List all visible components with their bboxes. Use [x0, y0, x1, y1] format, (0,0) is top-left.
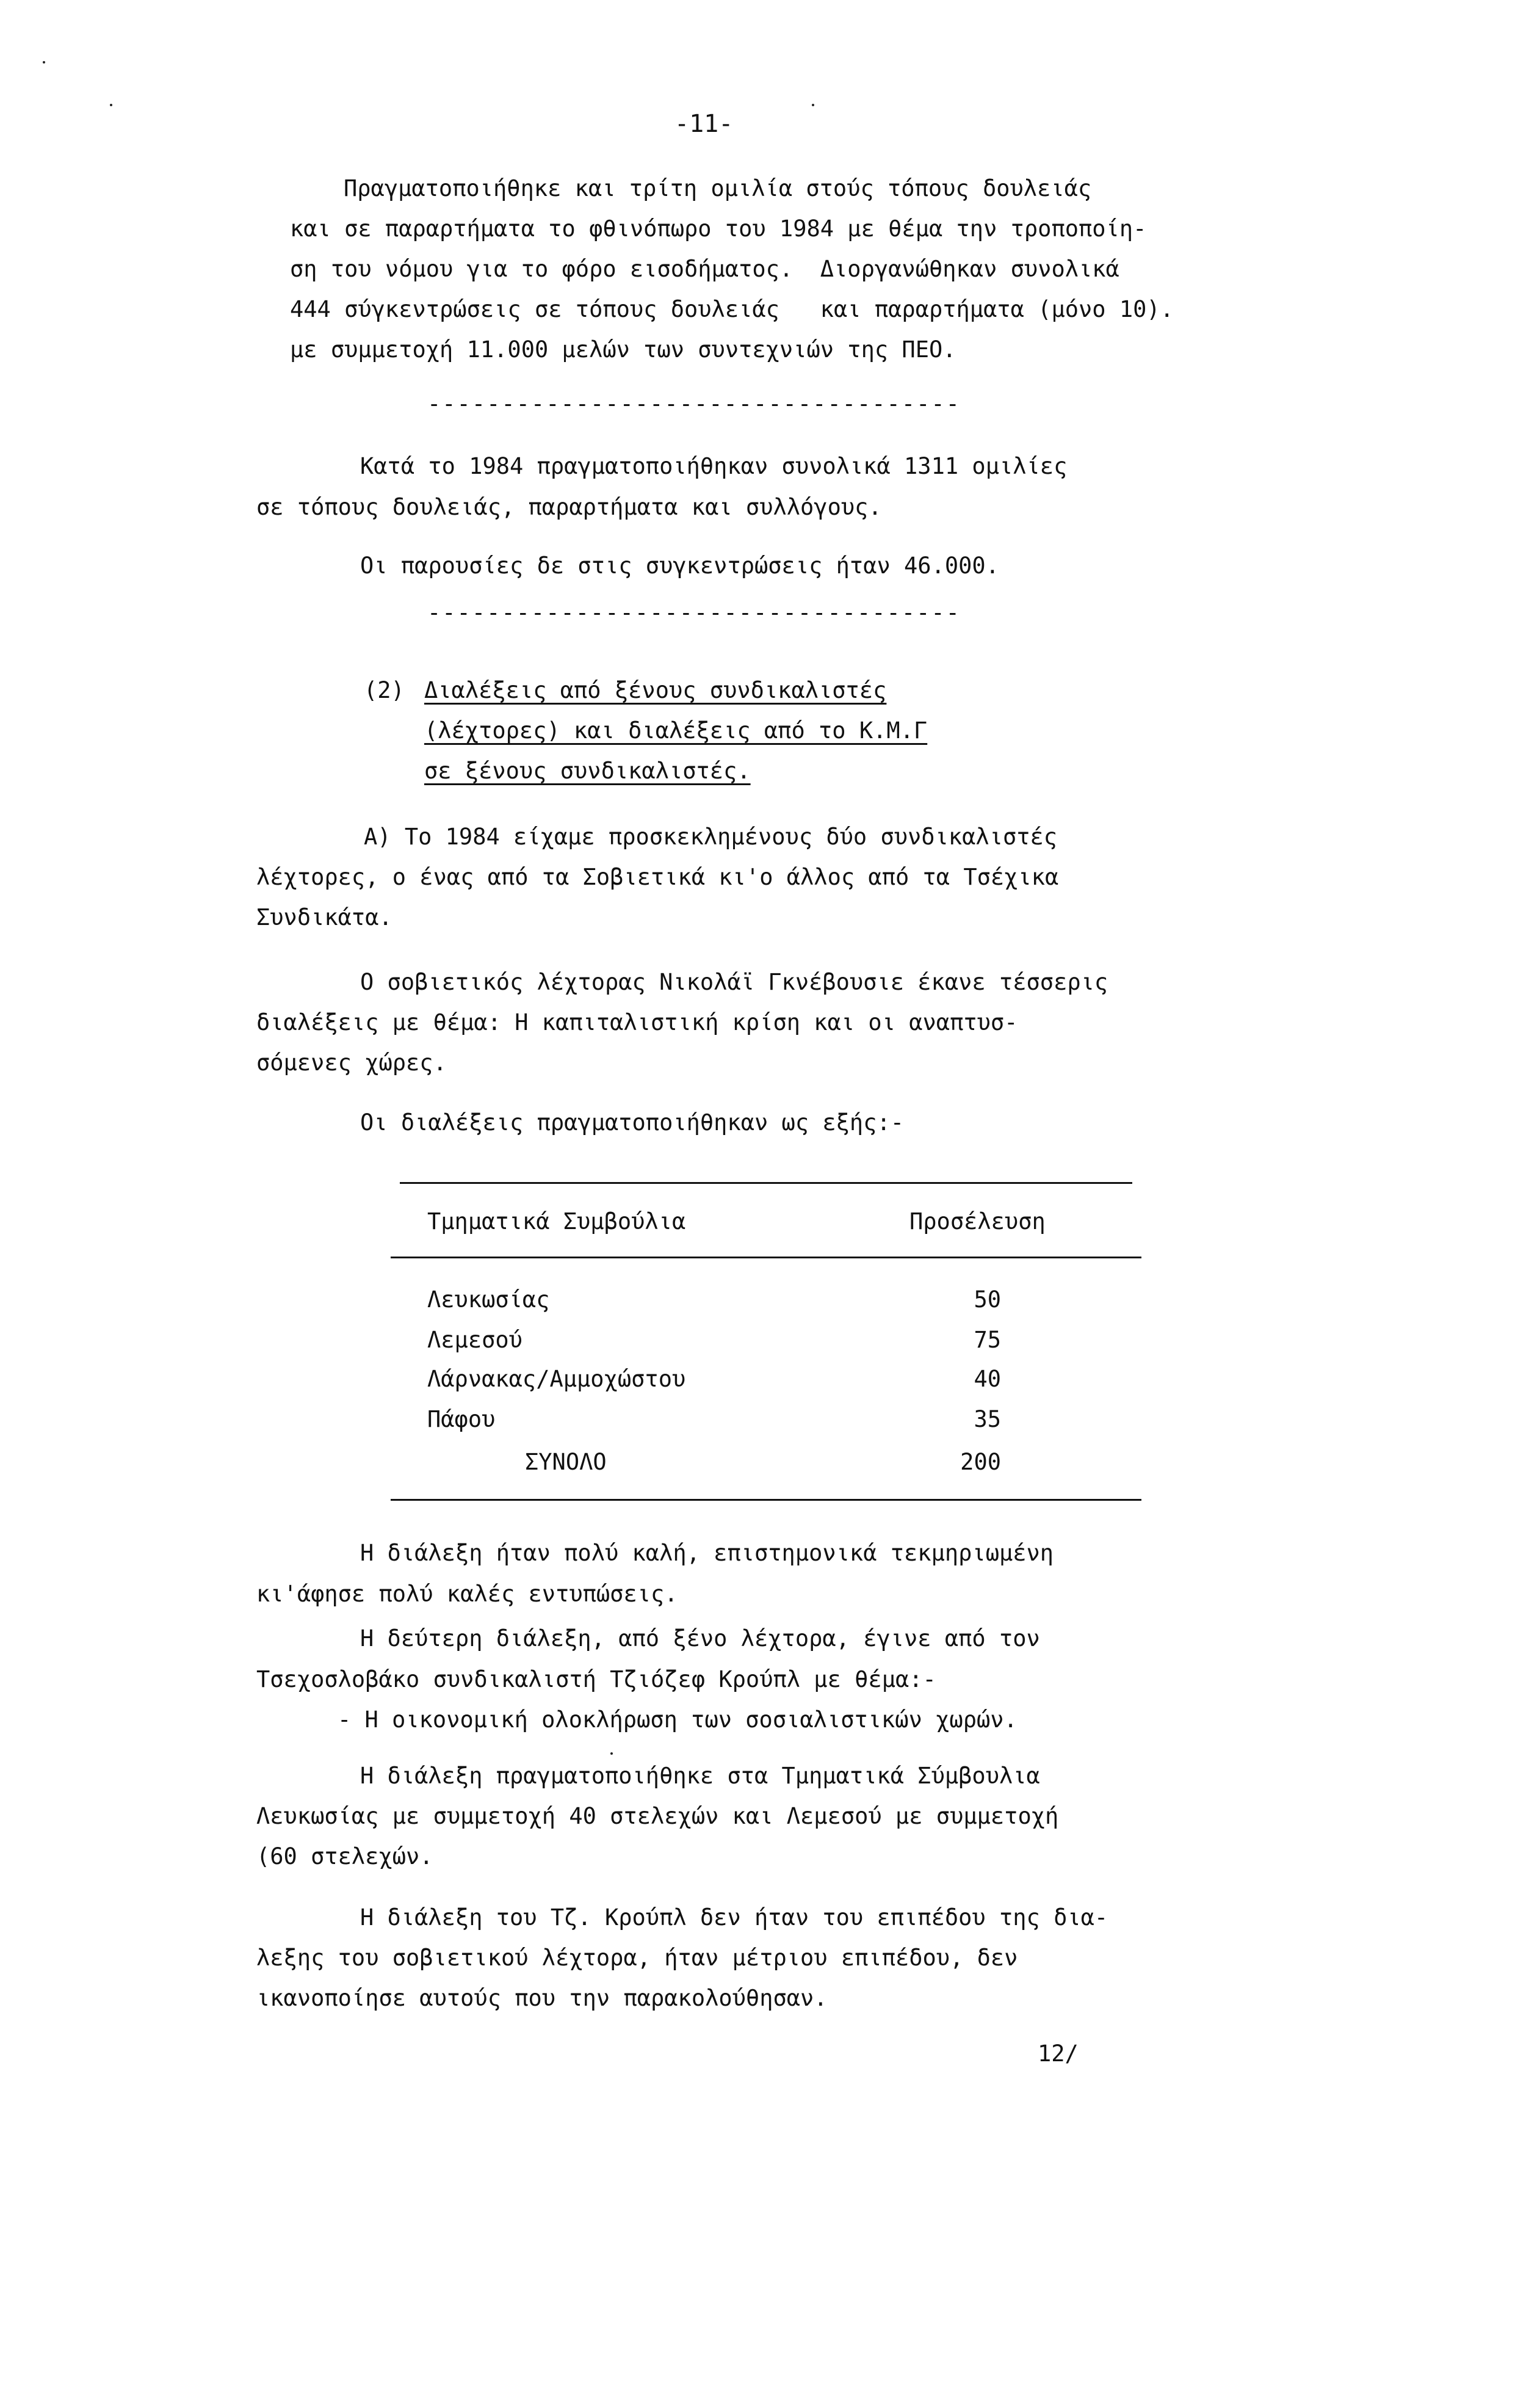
table-total-label: ΣΥΝΟΛΟ — [525, 1449, 607, 1475]
table-row-value: 40 — [974, 1366, 1001, 1392]
para-held-line-3: (60 στελεχών. — [256, 1843, 433, 1870]
attendance-line: Οι παρουσίες δε στις συγκεντρώσεις ήταν 46.000. — [360, 553, 999, 579]
para-quality-line-1: Η διάλεξη ήταν πολύ καλή, επιστημονικά τεκμηριωμένη — [360, 1540, 1054, 1566]
table-row-value: 75 — [974, 1327, 1001, 1353]
para-soviet-line-1: Ο σοβιετικός λέχτορας Νικολάϊ Γκνέβουσιε έκανε τέσσερις — [360, 969, 1108, 995]
para-a-line-2: λέχτορες, ο ένας από τα Σοβιετικά κι'ο άλλος από τα Τσέχικα — [256, 864, 1059, 890]
para-level-line-1: Η διάλεξη του Τζ. Κρούπλ δεν ήταν του επιπέδου της δια- — [360, 1904, 1108, 1931]
page-number: -11- — [674, 110, 734, 138]
scan-speck — [110, 104, 112, 106]
intro-line-1: Πραγματοποιήθηκε και τρίτη ομιλία στούς τόπους δουλειάς — [344, 175, 1092, 201]
summary-line-2: σε τόπους δουλειάς, παραρτήματα και συλλόγους. — [256, 494, 882, 520]
table-top-rule — [400, 1182, 1132, 1184]
intro-line-2: και σε παραρτήματα το φθινόπωρο του 1984 με θέμα την τροποποίη- — [290, 216, 1147, 242]
para-level-line-3: ικανοποίησε αυτούς που την παρακολούθησαν. — [256, 1985, 828, 2011]
scan-speck — [812, 104, 814, 106]
section-heading-line-1: Διαλέξεις από ξένους συνδικαλιστές — [424, 677, 887, 703]
dashed-separator-1: ------------------------------------ — [427, 391, 961, 417]
table-bottom-rule — [391, 1499, 1141, 1501]
para-second-line-2: Τσεχοσλοβάκο συνδικαλιστή Τζιόζεφ Κρούπλ με θέμα:- — [256, 1666, 936, 1692]
table-row-value: 35 — [974, 1406, 1001, 1432]
scan-speck — [43, 61, 45, 63]
table-row-name: Λεμεσού — [427, 1327, 522, 1353]
para-level-line-2: λεξης του σοβιετικού λέχτορα, ήταν μέτριου επιπέδου, δεν — [256, 1945, 1018, 1971]
table-row-value: 50 — [974, 1286, 1001, 1313]
intro-line-5: με συμμετοχή 11.000 μελών των συντεχνιών της ΠΕΟ. — [290, 336, 956, 363]
table-header-rule — [391, 1257, 1141, 1258]
continuation-marker: 12/ — [1038, 2040, 1079, 2067]
section-heading-line-3: σε ξένους συνδικαλιστές. — [424, 758, 751, 784]
dashed-separator-2: ------------------------------------ — [427, 600, 961, 626]
para-held-line-1: Η διάλεξη πραγματοποιήθηκε στα Τμηματικά Σύμβουλια — [360, 1763, 1040, 1789]
table-row-name: Πάφου — [427, 1406, 496, 1432]
section-number: (2) — [364, 677, 405, 703]
table-header-attendance: Προσέλευση — [909, 1208, 1046, 1235]
lectures-intro: Οι διαλέξεις πραγματοποιήθηκαν ως εξής:- — [360, 1109, 905, 1136]
section-heading-line-2: (λέχτορες) και διαλέξεις από το Κ.Μ.Γ — [424, 717, 928, 744]
table-row-name: Λευκωσίας — [427, 1286, 550, 1313]
para-held-line-2: Λευκωσίας με συμμετοχή 40 στελεχών και Λεμεσού με συμμετοχή — [256, 1803, 1059, 1829]
intro-line-3: ση του νόμου για το φόρο εισοδήματος. Διοργανώθηκαν συνολικά — [290, 256, 1119, 282]
para-a-line-3: Συνδικάτα. — [256, 904, 392, 930]
para-second-line-1: Η δεύτερη διάλεξη, από ξένο λέχτορα, έγινε από τον — [360, 1625, 1040, 1652]
summary-line-1: Κατά το 1984 πραγματοποιήθηκαν συνολικά 1311 ομιλίες — [360, 453, 1068, 479]
para-soviet-line-2: διαλέξεις με θέμα: Η καπιταλιστική κρίση και οι αναπτυσ- — [256, 1009, 1018, 1036]
table-header-council: Τμηματικά Συμβούλια — [427, 1208, 686, 1235]
table-total-value: 200 — [960, 1449, 1001, 1475]
para-second-line-3: - Η οικονομική ολοκλήρωση των σοσιαλιστικών χωρών. — [338, 1707, 1018, 1733]
table-row-name: Λάρνακας/Αμμοχώστου — [427, 1366, 686, 1392]
para-quality-line-2: κι'άφησε πολύ καλές εντυπώσεις. — [256, 1581, 678, 1607]
scan-speck — [610, 1752, 613, 1755]
para-soviet-line-3: σόμενες χώρες. — [256, 1050, 447, 1076]
intro-line-4: 444 σύγκεντρώσεις σε τόπους δουλειάς και παραρτήματα (μόνο 10). — [290, 296, 1174, 322]
para-a-line-1: Α) Το 1984 είχαμε προσκεκλημένους δύο συνδικαλιστές — [364, 824, 1058, 850]
